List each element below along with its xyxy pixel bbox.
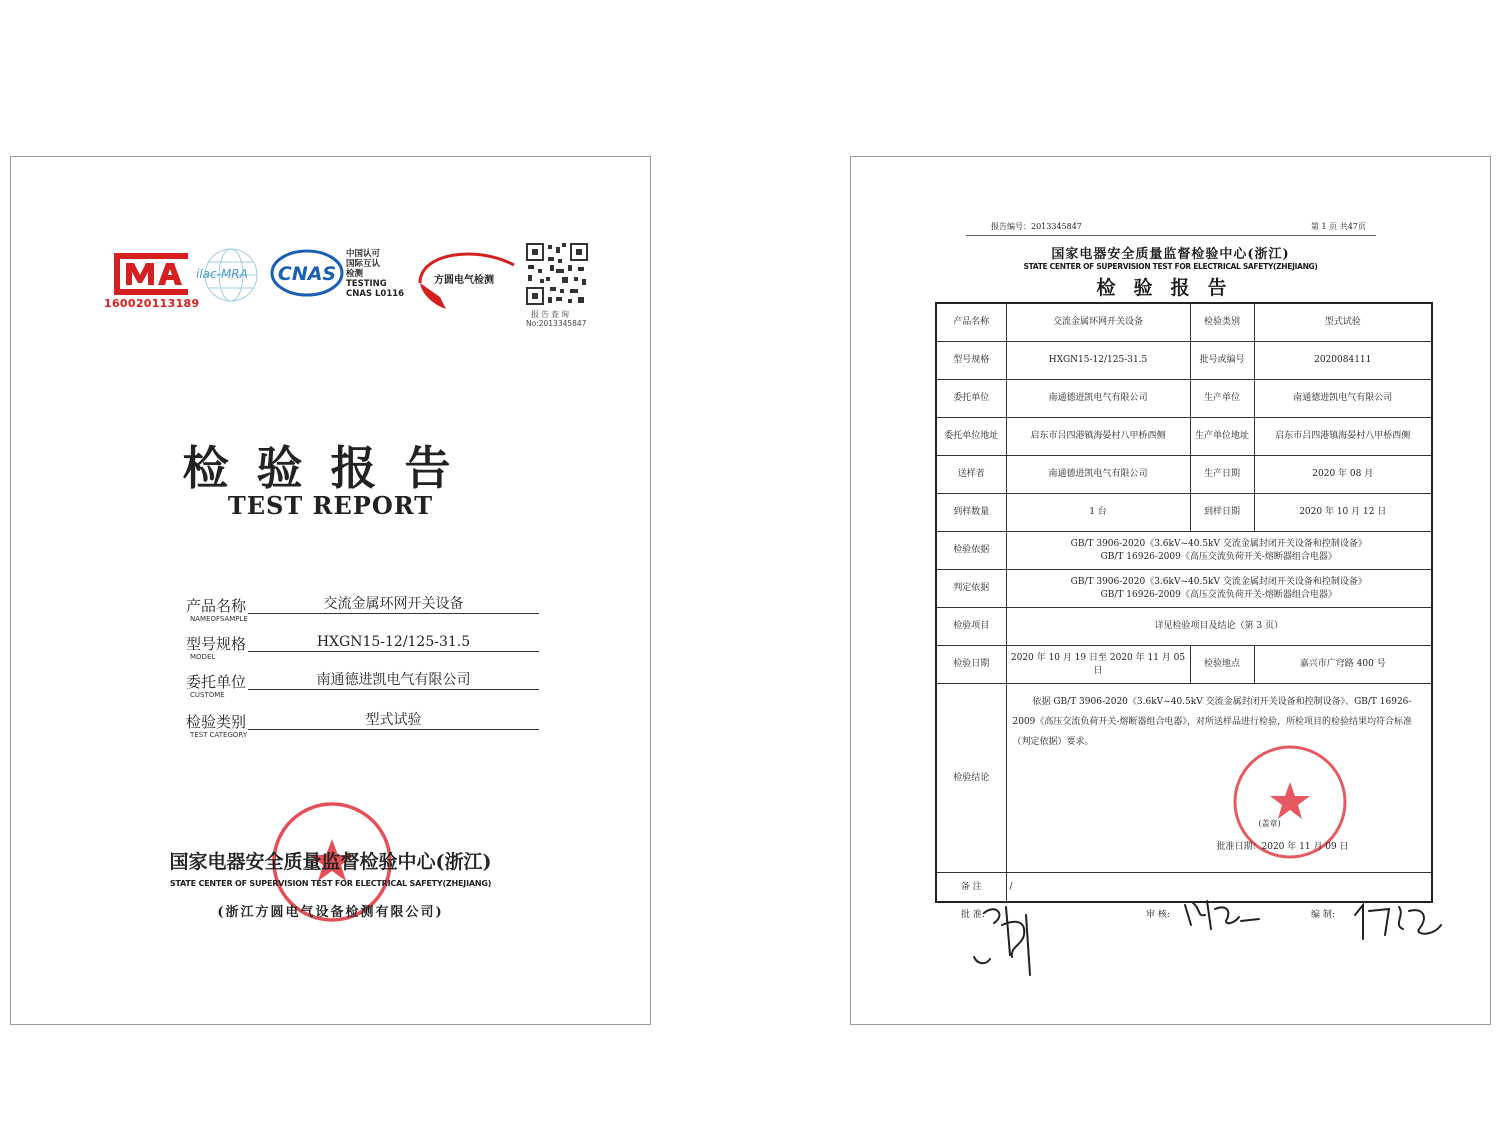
cell-label: 委托单位 [936, 380, 1006, 418]
center-name-en: STATE CENTER OF SUPERVISION TEST FOR ELECTRICAL SAFETY(ZHEJIANG) [169, 879, 492, 888]
cell-label: 检验地点 [1190, 646, 1254, 684]
ilac-label: ilac-MRA [196, 267, 248, 281]
table-row [936, 570, 1432, 608]
conclusion-cell [1006, 684, 1432, 873]
qr-code-icon [524, 241, 590, 307]
header-rule [966, 235, 1376, 236]
cell-value: 交流金属环网开关设备 [1006, 303, 1190, 342]
field-test-category [186, 711, 541, 749]
cnas-line: 国际互认 [346, 259, 381, 269]
cell-label: 检验结论 [936, 684, 1006, 873]
judge-line: GB/T 3906-2020《3.6kV~40.5kV 交流金属封闭开关设备和控制设备》 [1070, 576, 1367, 587]
page-info: 第 1 页 共47页 [1311, 222, 1366, 231]
field-value: HXGN15-12/125-31.5 [248, 635, 539, 652]
report-org-en: STATE CENTER OF SUPERVISION TEST FOR ELECTRICAL SAFETY(ZHEJIANG) [1023, 262, 1318, 271]
cnas-line: 检测 [346, 269, 364, 279]
field-label-en: CUSTOME [190, 691, 225, 699]
field-label: 委托单位 [186, 673, 247, 691]
review-label: 审 核: [1146, 910, 1170, 920]
field-value: 南通德进凯电气有限公司 [248, 673, 539, 690]
table-row [936, 608, 1432, 646]
cell-label: 检验项目 [936, 608, 1006, 646]
table-row [936, 380, 1432, 418]
cover-subtitle: TEST REPORT [227, 491, 434, 520]
cover-page [10, 156, 651, 1025]
cell-value: 2020 年 10 月 19 日至 2020 年 11 月 05 日 [1006, 646, 1190, 684]
conclusion-text: 依据 GB/T 3906-2020《3.6kV~40.5kV 交流金属封闭开关设备和控制设备》、GB/T 16926-2009《高压交流负荷开关-熔断器组合电器》，对所送样品进行检验，所检项目的检验结果均符合标准（判定依据）要求。 [1012, 697, 1412, 747]
field-label-en: NAMEOFSAMPLE [190, 615, 248, 623]
cell-label: 生产单位 [1190, 380, 1254, 418]
cell-label: 批号或编号 [1190, 342, 1254, 380]
cnas-line: TESTING [346, 279, 387, 289]
cell-value: 型式试验 [1254, 303, 1432, 342]
cell-value: HXGN15-12/125-31.5 [1006, 342, 1190, 380]
compile-label: 编 制: [1311, 910, 1335, 920]
report-number: 报告编号：2013345847 [991, 222, 1082, 231]
field-product-name [186, 595, 541, 633]
cnas-line: CNAS L0116 [346, 289, 405, 299]
cell-value: 南通德进凯电气有限公司 [1006, 380, 1190, 418]
cell-label: 检验日期 [936, 646, 1006, 684]
field-label: 产品名称 [186, 597, 247, 615]
cnas-line: 中国认可 [346, 249, 381, 259]
compiler-signature [1349, 895, 1449, 945]
cell-label: 到样数量 [936, 494, 1006, 532]
cell-value: 详见检验项目及结论（第 3 页） [1006, 608, 1432, 646]
cnas-text: CNAS [277, 263, 337, 285]
sign-date: 批准日期：2020 年 11 月 09 日 [1216, 842, 1349, 852]
seal-note: (盖章) [1258, 819, 1281, 828]
cell-label: 型号规格 [936, 342, 1006, 380]
report-table [935, 302, 1433, 903]
table-row [936, 342, 1432, 380]
judge-line: GB/T 16926-2009《高压交流负荷开关-熔断器组合电器》 [1100, 589, 1337, 600]
cell-value: 2020 年 10 月 12 日 [1254, 494, 1432, 532]
field-model [186, 633, 541, 671]
cell-value: 2020 年 08 月 [1254, 456, 1432, 494]
cnas-info [346, 249, 404, 299]
cma-text: CMA [151, 285, 154, 286]
cma-number: 160020113189 [104, 297, 200, 310]
cell-value: 南通德进凯电气有限公司 [1254, 380, 1432, 418]
field-client [186, 671, 541, 709]
table-row [936, 456, 1432, 494]
cell-value [1006, 570, 1432, 608]
approve-label: 批 准: [961, 910, 985, 920]
field-label-en: MODEL [190, 653, 216, 661]
table-row [936, 646, 1432, 684]
cell-label: 生产单位地址 [1190, 418, 1254, 456]
report-org: 国家电器安全质量监督检验中心(浙江) [1051, 247, 1290, 262]
report-title: 检验报告 [1096, 277, 1245, 299]
field-label: 型号规格 [186, 635, 247, 653]
cell-label: 检验类别 [1190, 303, 1254, 342]
company-name: (浙江方圆电气设备检测有限公司) [217, 905, 444, 920]
cell-value: 嘉兴市广穹路 400 号 [1254, 646, 1432, 684]
logo-row [106, 245, 606, 335]
field-label: 检验类别 [186, 713, 247, 731]
field-label-en: TEST CATEGORY [190, 731, 248, 739]
qr-number: No:2013345847 [526, 319, 587, 328]
center-name: 国家电器安全质量监督检验中心(浙江) [169, 851, 492, 873]
cell-value [1006, 532, 1432, 570]
cma-logo [106, 245, 196, 305]
cell-label: 备 注 [936, 873, 1006, 903]
table-row [936, 532, 1432, 570]
cell-value: 南通德进凯电气有限公司 [1006, 456, 1190, 494]
approver-signature [966, 895, 1056, 985]
cell-value: / [1006, 873, 1432, 903]
reviewer-signature [1181, 895, 1271, 935]
cell-value: 1 台 [1006, 494, 1190, 532]
basis-line: GB/T 3906-2020《3.6kV~40.5kV 交流金属封闭开关设备和控制设备》 [1070, 538, 1367, 549]
table-row [936, 494, 1432, 532]
cell-value: 启东市吕四港镇海晏村八甲桥西侧 [1254, 418, 1432, 456]
cell-value: 2020084111 [1254, 342, 1432, 380]
cover-title: 检验报告 [182, 441, 479, 495]
cell-value: 启东市吕四港镇海晏村八甲桥西侧 [1006, 418, 1190, 456]
cell-label: 产品名称 [936, 303, 1006, 342]
table-row [936, 418, 1432, 456]
cell-label: 检验依据 [936, 532, 1006, 570]
report-page [850, 156, 1491, 1025]
cell-label: 到样日期 [1190, 494, 1254, 532]
cell-label: 送样者 [936, 456, 1006, 494]
cell-label: 生产日期 [1190, 456, 1254, 494]
field-value: 型式试验 [248, 713, 539, 730]
table-row [936, 303, 1432, 342]
cnas-logo [270, 247, 344, 299]
basis-line: GB/T 16926-2009《高压交流负荷开关-熔断器组合电器》 [1100, 551, 1337, 562]
cell-label: 判定依据 [936, 570, 1006, 608]
table-row [936, 684, 1432, 873]
field-value: 交流金属环网开关设备 [248, 597, 539, 614]
fangyuan-label: 方圆电气检测 [434, 275, 494, 286]
cell-label: 委托单位地址 [936, 418, 1006, 456]
qr-label: 报告查询 [531, 310, 571, 319]
